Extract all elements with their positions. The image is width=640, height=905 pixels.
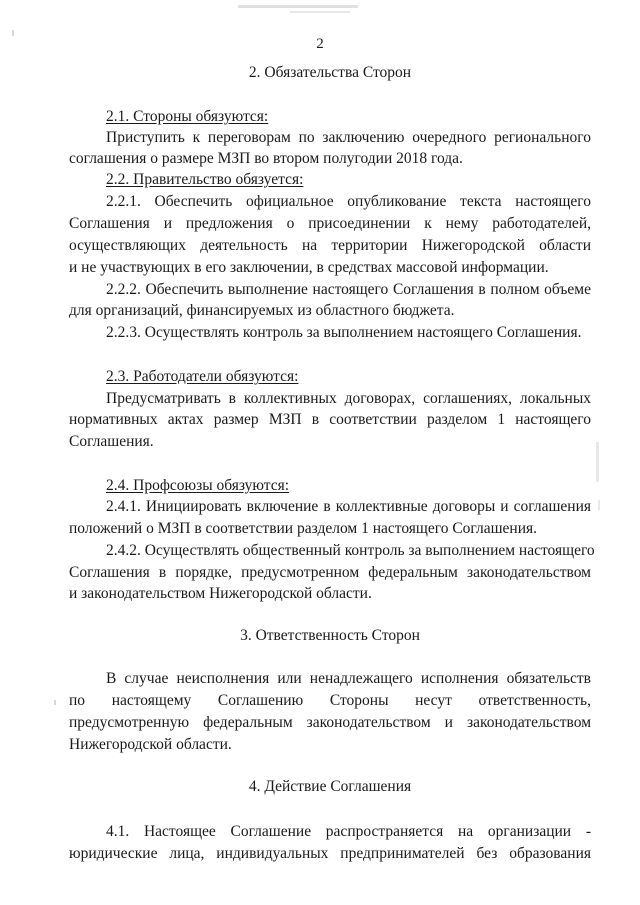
paragraph-line: 4.1. Настоящее Соглашение распространяется на организации - (106, 823, 591, 840)
paragraph-line: Соглашения. (69, 433, 154, 450)
scan-artifact (54, 700, 56, 705)
section-heading-obligations: 2. Обязательства Сторон (248, 64, 412, 81)
paragraph-line: нормативных актах размер МЗП в соответствии разделом 1 настоящего (69, 411, 591, 428)
paragraph-line: и не участвующих в его заключении, в средствах массовой информации. (69, 259, 549, 276)
paragraph-line: соглашения о размере МЗП во втором полугодии 2018 года. (69, 150, 463, 167)
scan-artifact (238, 5, 358, 8)
paragraph-line: Соглашения и предложения о присоединении к нему работодателей, (69, 215, 591, 232)
paragraph-line: юридические лица, индивидуальных предпринимателей без образования (69, 845, 591, 862)
page-number: 2 (316, 36, 324, 52)
paragraph-line: Приступить к переговорам по заключению очередного регионального (106, 129, 591, 146)
paragraph-line: Нижегородской области. (69, 736, 232, 753)
subsection-heading-2-4: 2.4. Профсоюзы обязуются: (106, 477, 290, 494)
scan-artifact (290, 11, 350, 13)
paragraph-line: 2.4.1. Инициировать включение в коллективные договоры и соглашения (106, 498, 591, 515)
subsection-heading-2-3: 2.3. Работодатели обязуются: (106, 368, 299, 385)
paragraph-line: предусмотренную федеральным законодательством и законодательством (69, 714, 591, 731)
scan-artifact (598, 500, 600, 510)
paragraph-line: 2.4.2. Осуществлять общественный контроль за выполнением настоящего (106, 542, 595, 559)
paragraph-line: Предусматривать в коллективных договорах, соглашениях, локальных (106, 390, 591, 407)
paragraph-line: для организаций, финансируемых из областного бюджета. (69, 302, 455, 319)
paragraph-line: 2.2.2. Обеспечить выполнение настоящего Соглашения в полном объеме (106, 281, 591, 298)
section-heading-liability: 3. Ответственность Сторон (240, 627, 420, 644)
paragraph-line: 2.2.3. Осуществлять контроль за выполнением настоящего Соглашения. (106, 324, 582, 341)
subsection-heading-2-2: 2.2. Правительство обязуется: (106, 171, 304, 188)
paragraph-line: и законодательством Нижегородской области. (69, 585, 372, 602)
paragraph-line: положений о МЗП в соответствии разделом 1 настоящего Соглашения. (69, 520, 538, 537)
paragraph-line: осуществляющих деятельность на территории Нижегородской области (69, 237, 591, 254)
paragraph-line: Соглашения в порядке, предусмотренном федеральным законодательством (69, 564, 591, 581)
subsection-heading-2-1: 2.1. Стороны обязуются: (106, 108, 269, 125)
scan-artifact (596, 442, 599, 482)
section-heading-validity: 4. Действие Соглашения (248, 778, 412, 795)
paragraph-line: В случае неисполнения или ненадлежащего исполнения обязательств (106, 670, 591, 687)
paragraph-line: 2.2.1. Обеспечить официальное опубликование текста настоящего (106, 193, 591, 210)
paragraph-line: по настоящему Соглашению Стороны несут ответственность, (69, 692, 591, 709)
